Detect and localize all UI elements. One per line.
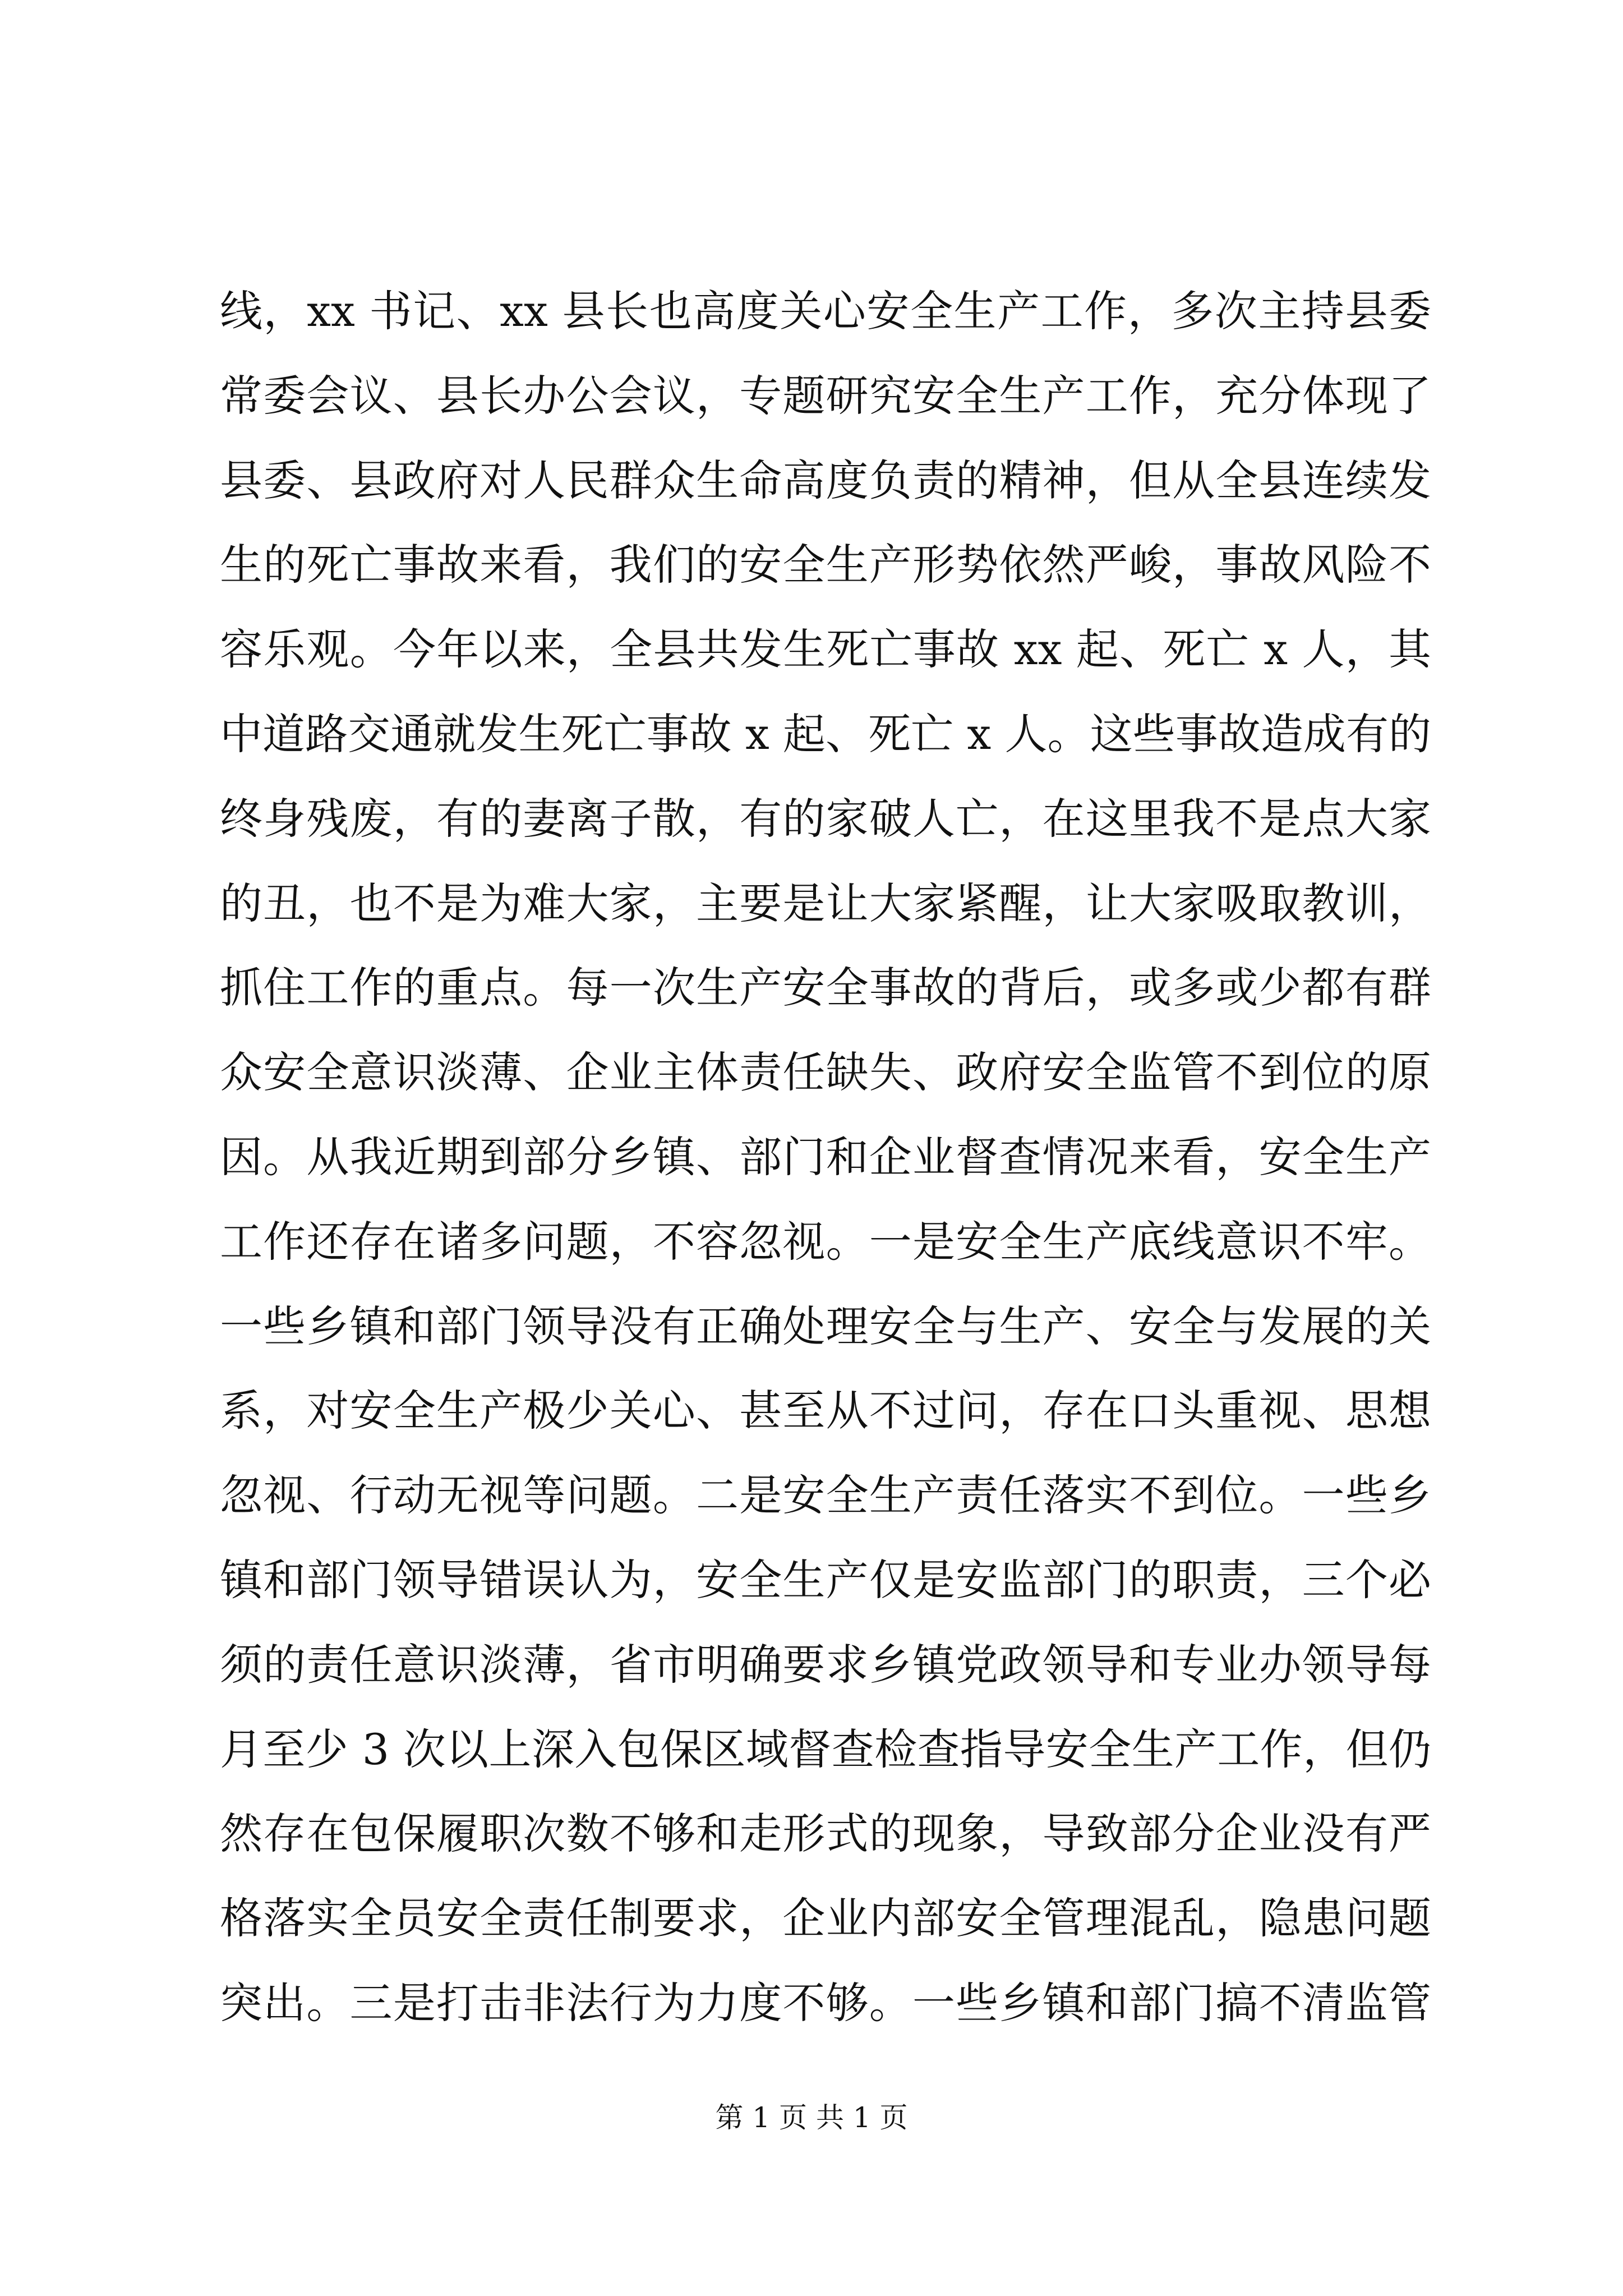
text-line-9: 抓住工作的重点。每一次生产安全事故的背后，或多或少都有群 <box>220 963 1431 1013</box>
text-line-20: 格落实全员安全责任制要求，企业内部安全管理混乱，隐患问题 <box>220 1893 1431 1944</box>
text-line-7: 终身残废，有的妻离子散，有的家破人亡，在这里我不是点大家 <box>220 793 1431 844</box>
text-line-4: 生的死亡事故来看，我们的安全生产形势依然严峻，事故风险不 <box>220 540 1431 590</box>
body-text <box>220 269 1431 2046</box>
text-line-11: 因。从我近期到部分乡镇、部门和企业督查情况来看，安全生产 <box>220 1131 1431 1182</box>
page-footer: 第 1 页 共 1 页 <box>715 2101 908 2134</box>
text-line-8: 的丑，也不是为难大家，主要是让大家紧醒，让大家吸取教训， <box>220 878 1431 928</box>
text-line-12: 工作还存在诸多问题，不容忽视。一是安全生产底线意识不牢。 <box>220 1216 1431 1267</box>
text-line-2: 常委会议、县长办公会议，专题研究安全生产工作，充分体现了 <box>220 370 1431 421</box>
text-line-14: 系，对安全生产极少关心、甚至从不过问，存在口头重视、思想 <box>220 1386 1431 1436</box>
text-line-6: 中道路交通就发生死亡事故 x 起、死亡 x 人。这些事故造成有的 <box>220 708 1431 759</box>
text-line-10: 众安全意识淡薄、企业主体责任缺失、政府安全监管不到位的原 <box>220 1047 1431 1098</box>
text-line-3: 县委、县政府对人民群众生命高度负责的精神，但从全县连续发 <box>220 455 1431 505</box>
text-line-1: 线，xx 书记、xx 县长也高度关心安全生产工作，多次主持县委 <box>220 286 1431 336</box>
text-line-16: 镇和部门领导错误认为，安全生产仅是安监部门的职责，三个必 <box>220 1554 1431 1605</box>
text-line-15: 忽视、行动无视等问题。二是安全生产责任落实不到位。一些乡 <box>220 1470 1431 1521</box>
text-line-5: 容乐观。今年以来，全县共发生死亡事故 xx 起、死亡 x 人，其 <box>220 624 1431 675</box>
text-line-17: 须的责任意识淡薄，省市明确要求乡镇党政领导和专业办领导每 <box>220 1639 1431 1690</box>
text-line-13: 一些乡镇和部门领导没有正确处理安全与生产、安全与发展的关 <box>220 1301 1431 1351</box>
text-line-21: 突出。三是打击非法行为力度不够。一些乡镇和部门搞不清监管 <box>220 1977 1431 2028</box>
text-line-19: 然存在包保履职次数不够和走形式的现象，导致部分企业没有严 <box>220 1809 1431 1859</box>
text-line-18: 月至少 3 次以上深入包保区域督查检查指导安全生产工作，但仍 <box>220 1724 1431 1774</box>
